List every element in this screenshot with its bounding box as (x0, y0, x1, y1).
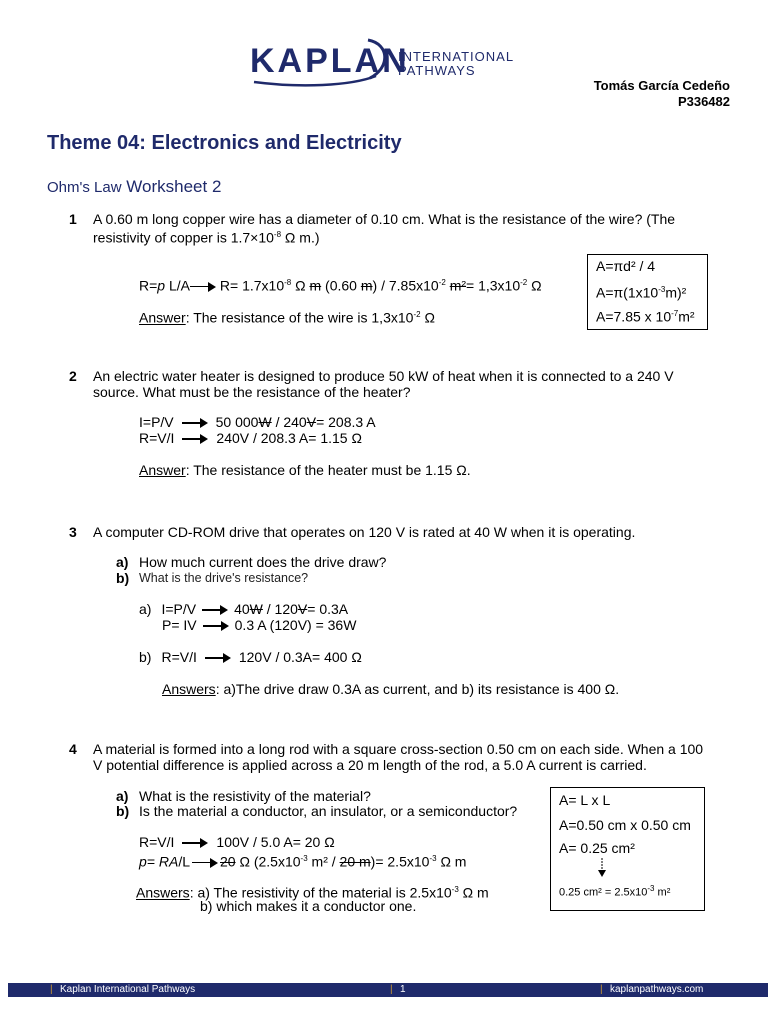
arrow-icon (182, 434, 208, 444)
q1-box-line3: A=7.85 x $10^{-7}m^2$ (596, 308, 695, 325)
page-footer (8, 983, 768, 997)
q4-text (93, 741, 743, 773)
q2-calc-line2: R=V/I 240V / 208.3 A= 1.15 Ω (139, 430, 362, 446)
q2-number: 2 (69, 368, 77, 384)
down-arrow-icon (597, 858, 607, 878)
q2-text-line2: source. What must be the resistance of the heater? (93, 384, 411, 400)
footer-left: Kaplan International Pathways (60, 984, 196, 995)
footer-separator: | (50, 984, 53, 995)
footer-separator: | (390, 984, 393, 995)
q4-area-box (550, 787, 705, 911)
q4-calc-line1: R=V/I 100V / 5.0 A= 20 Ω (139, 834, 335, 850)
answer-label: Answer (139, 309, 186, 326)
q4-text-line2: V potential difference is applied across a 20 m length of the rod, a 5.0 A current is carried. (93, 757, 647, 773)
answer-label: Answer (139, 462, 186, 478)
q1-text-line1: A 0.60 m long copper wire has a diameter of 0.10 cm. What is the resistance of the wire? (The (93, 211, 676, 227)
q1-area-box (587, 254, 708, 330)
q4-answer-b: b) which makes it a conductor one. (200, 898, 417, 914)
q2-text-line1: An electric water heater is designed to produce 50 kW of heat when it is connected to a 240 V (93, 368, 674, 384)
q3-solution-a1: a) I=P/V 40W / 120V= 0.3A (139, 601, 349, 617)
q4-calc-line2: p= RA/L 20 Ω ($2.5x10^{-3}$ m² / 20 $m)= 2.5x10^{-3}$ Ω m (139, 853, 467, 870)
page-title: Theme 04: Electronics and Electricity (47, 132, 402, 154)
q3-solution-b: b) R=V/I 120V / 0.3A= 400 Ω (139, 649, 362, 665)
q1-box-line2: $A=\pi(1x10^{-3}m)^2$ (596, 284, 687, 301)
arrow-icon (182, 418, 208, 428)
q4-text-line1: A material is formed into a long rod with a square cross-section 0.50 cm on each side. When a 100 (93, 741, 704, 757)
answer-label: Answers (162, 681, 216, 697)
q3-part-a: a) How much current does the drive draw? (116, 554, 387, 570)
arrow-icon (190, 282, 216, 292)
q3-part-b: b) What is the drive's resistance? (116, 570, 309, 586)
q4-box-line4: 0.25 $cm^2 = 2.5x10^{-3}$ m² (559, 884, 671, 899)
q2-text (93, 368, 733, 400)
student-id: P336482 (677, 94, 730, 109)
arrow-icon (203, 621, 229, 631)
q1-text-line2: resistivity of copper is $1.7\times 10^{-8}$ Ω m.) (93, 229, 320, 246)
student-name: Tomás García Cedeño (593, 78, 730, 93)
q1-text (93, 211, 733, 246)
answer-label: Answers (136, 884, 190, 901)
q1-box-line1: A=πd² / 4 (596, 258, 656, 274)
subtitle-topic: Ohm's Law (47, 179, 122, 196)
footer-separator: | (600, 984, 603, 995)
q3-solution-a2: P= IV 0.3 A (120V) = 36W (162, 617, 357, 633)
q3-text: A computer CD-ROM drive that operates on 120 V is rated at 40 W when it is operating. (93, 524, 636, 540)
arrow-icon (205, 653, 231, 663)
q4-part-b: b) Is the material a conductor, an insulator, or a semiconductor? (116, 803, 518, 819)
q2-answer: Answer: The resistance of the heater must be 1.15 Ω. (139, 462, 471, 478)
arrow-icon (182, 838, 208, 848)
q4-part-a: a) What is the resistivity of the material? (116, 788, 371, 804)
arrow-icon (192, 858, 218, 868)
q4-box-line1: A= L x L (559, 792, 611, 808)
kaplan-logo (250, 38, 520, 88)
arrow-icon (202, 605, 228, 615)
q4-box-line2: A=0.50 cm x 0.50 cm (559, 817, 691, 833)
q4-box-line3: A= 0.25 cm² (559, 840, 635, 856)
q3-answer: Answers: a)The drive draw 0.3A as current, and b) its resistance is 400 Ω. (162, 681, 620, 697)
footer-page-number: 1 (400, 984, 406, 995)
q2-calc-line1: I=P/V 50 000W / 240V= 208.3 A (139, 414, 376, 430)
q1-calculation: R=p L/A $R= 1.7x10^{-8}$ Ω m (0.60 $m) / 7.85x10^{-2}$ $m^2= 1,3x10^{-2}$ Ω (139, 277, 542, 294)
q3-number: 3 (69, 524, 77, 540)
footer-right: kaplanpathways.com (610, 984, 704, 995)
logo-swoosh-icon (250, 38, 400, 88)
q1-number: 1 (69, 211, 77, 227)
logo-line-international: INTERNATIONAL (398, 49, 515, 64)
logo-line-pathways: PATHWAYS (398, 63, 476, 78)
page-subtitle (47, 177, 221, 197)
q4-answer: Answers: a) The resistivity of the material is $2.5x10^{-3}$ Ω m (136, 884, 489, 901)
logo-wordmark: KAPLAN (250, 42, 410, 80)
subtitle-worksheet: Worksheet 2 (121, 177, 222, 196)
q1-answer: Answer: The resistance of the wire is $1,3x10^{-2}$ Ω (139, 309, 435, 326)
q4-number: 4 (69, 741, 77, 757)
